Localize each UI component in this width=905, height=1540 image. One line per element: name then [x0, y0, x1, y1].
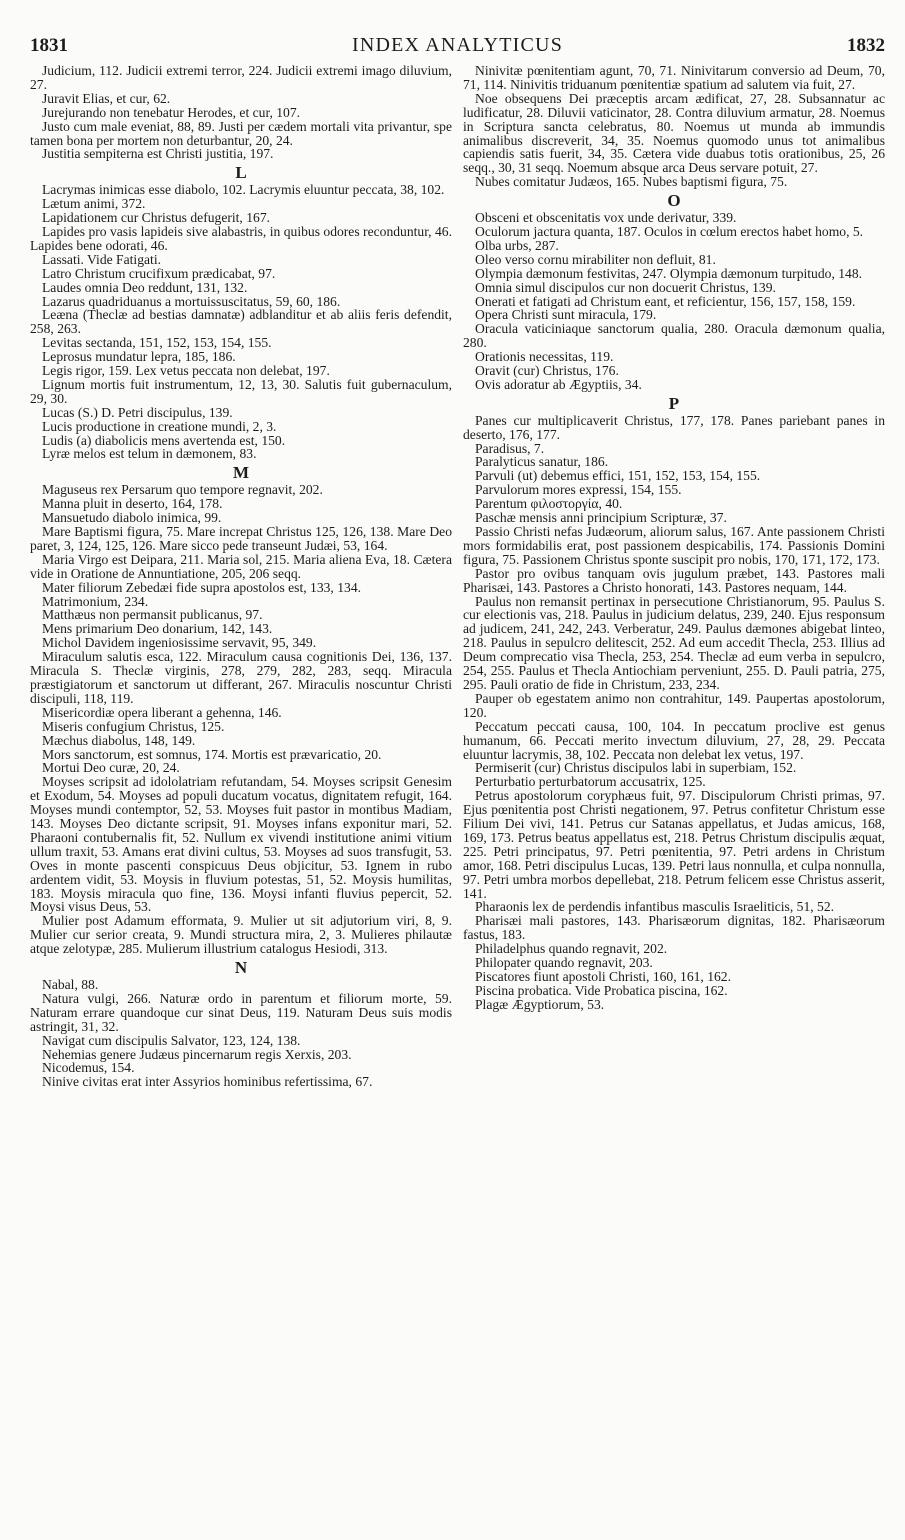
index-entry: Nicodemus, 154.	[42, 1060, 135, 1076]
index-entry: Mortui Deo curæ, 20, 24.	[42, 760, 180, 776]
index-entry: Oravit (cur) Christus, 176.	[475, 363, 619, 379]
index-entry: Nehemias genere Judæus pincernarum regis Xerxis, 203.	[42, 1046, 352, 1062]
index-entry: Oracula vaticiniaque sanctorum qualia, 280. Oracula dæmonum qualia, 280.	[463, 321, 885, 351]
index-entry: Paralyticus sanatur, 186.	[475, 454, 609, 470]
section-letter: M	[232, 463, 250, 483]
index-entry: Lapidationem cur Christus defugerit, 167.	[42, 210, 271, 226]
index-entry: Lucas (S.) D. Petri discipulus, 139.	[42, 404, 233, 420]
index-entry: Lazarus quadriduanus a mortuissuscitatus, 59, 60, 186.	[42, 293, 341, 309]
index-entry: Petrus apostolorum coryphæus fuit, 97. Discipulorum Christi primas, 97. Ejus pœnitentia post Christi negationem, 97. Petrus confitetur Christum esse Filium Dei vivi, 141. Petrus cur Satanas appellatus, et Judas amicus, 168, 169, 173. Petrus beatus appellatus est, 218. Petrus Christum discipulis æquat, 225. Petri principatus, 97. Petri pœnitentia, 97. Petri ardens in Christum amor, 168. Petri discipulus Lucas, 139. Petri laus nonnulla, et culpa nonnulla, 97. Petri umbra morbos depellebat, 218. Petrum felicem esse Christus asserit, 141.	[463, 788, 885, 901]
right-page-number: 1832	[846, 35, 885, 56]
index-entry: Peccatum peccati causa, 100, 104. In peccatum proclive est genus humanum, 66. Peccati merito invectum diluvium, 27, 28, 29. Peccata eluuntur lacrymis, 38, 102. Peccata non delebat lex vetus, 197.	[463, 718, 885, 762]
index-entry: Leæna (Theclæ ad bestias damnatæ) adblanditur et ab aliis feris defendit, 258, 263.	[30, 307, 452, 337]
page-header	[30, 34, 885, 56]
running-title: INDEX ANALYTICUS	[351, 34, 564, 56]
index-entry: Paschæ mensis anni principium Scripturæ, 37.	[475, 510, 727, 526]
index-entry: Mæchus diabolus, 148, 149.	[42, 732, 196, 748]
index-entry: Lapides pro vasis lapideis sive alabastris, in quibus odores reconduntur, 46. Lapides bene odorati, 46.	[30, 223, 452, 253]
index-entry: Michol Davidem ingeniosissime servavit, 95, 349.	[42, 635, 317, 651]
index-entry: Permiserit (cur) Christus discipulos labi in superbiam, 152.	[475, 760, 797, 776]
index-entry: Legis rigor, 159. Lex vetus peccata non delebat, 197.	[42, 363, 330, 379]
index-columns	[30, 64, 885, 1089]
index-entry: Ninive civitas erat inter Assyrios hominibus refertissima, 67.	[42, 1074, 373, 1090]
section-letter: P	[668, 393, 680, 413]
index-entry: Parvuli (ut) debemus effici, 151, 152, 153, 154, 155.	[475, 468, 761, 484]
right-column	[463, 64, 885, 1089]
index-entry: Obsceni et obscenitatis vox unde derivatur, 339.	[475, 210, 737, 226]
index-entry: Lucis productione in creatione mundi, 2, 3.	[42, 418, 277, 434]
index-entry: Manna pluit in deserto, 164, 178.	[42, 496, 223, 512]
index-entry: Olympia dæmonum festivitas, 247. Olympia dæmonum turpitudo, 148.	[475, 265, 863, 281]
index-entry: Olba urbs, 287.	[475, 237, 559, 253]
index-entry: Piscatores fiunt apostoli Christi, 160, 161, 162.	[475, 969, 732, 984]
index-entry: Lyræ melos est telum in dæmonem, 83.	[42, 446, 257, 462]
index-entry: Natura vulgi, 266. Naturæ ordo in parentum et filiorum morte, 59. Naturam errare quandoque cur sinat Deus, 119. Naturam Deus suis modis astringit, 31, 32.	[30, 990, 452, 1034]
index-entry: Mors sanctorum, est somnus, 174. Mortis est prævaricatio, 20.	[42, 746, 382, 762]
index-entry: Levitas sectanda, 151, 152, 153, 154, 155.	[42, 335, 272, 351]
index-entry: Navigat cum discipulis Salvator, 123, 124, 138.	[42, 1032, 301, 1048]
index-entry: Philopater quando regnavit, 203.	[475, 955, 653, 971]
index-entry: Matrimonium, 234.	[42, 593, 149, 609]
index-entry: Miraculum salutis esca, 122. Miraculum causa cognitionis Dei, 136, 137. Miracula S. Theclæ virginis, 278, 279, 282, 283, seqq. Miracula præstigiatorum et sanctorum ut differant, 267. Miraculis noscuntur Christi discipuli, 118, 119.	[30, 649, 452, 706]
index-entry: Passio Christi nefas Judæorum, aliorum salus, 167. Ante passionem Christi mors formidabilis erat, post passionem despicabilis, 174. Passionis Domini figura, 75. Passionem Christus sponte suscipit pro nobis, 170, 171, 172, 173.	[463, 524, 885, 567]
index-entry: Pastor pro ovibus tanquam ovis jugulum præbet, 143. Pastores mali Pharisæi, 143. Pastores a Christo honorati, 143. Pastores nequam, 144.	[463, 565, 885, 595]
index-entry: Paulus non remansit pertinax in persecutione Christianorum, 95. Paulus S. cur electionis vas, 218. Paulus in judicium delatus, 239, 240. Ejus responsum ad judicem, 241, 242, 243. Verberatur, 249. Paulus dæmones abigebat linteo, 218. Paulus in sepulcro delitescit, 252. Ad eum accedit Thecla, 253. Illius ad Deum comprecatio visa Thecla, 253, 254. Theclæ ad eum verba in sepulcro, 254, 255. Paulus et Thecla Antiochiam perveniunt, 255. D. Pauli patria, 275, 295. Pauli oratio de fide in Christum, 233, 234.	[463, 593, 885, 692]
index-entry: Jurejurando non tenebatur Herodes, et cur, 107.	[42, 104, 301, 120]
index-entry: Onerati et fatigati ad Christum eant, et reficientur, 156, 157, 158, 159.	[475, 293, 856, 309]
index-entry: Judicium, 112. Judicii extremi terror, 224. Judicii extremi imago diluvium, 27.	[30, 63, 452, 92]
index-entry: Ludis (a) diabolicis mens avertenda est, 150.	[42, 432, 286, 448]
index-entry: Plagæ Ægyptiorum, 53.	[475, 996, 605, 1012]
index-entry: Laudes omnia Deo reddunt, 131, 132.	[42, 279, 248, 295]
index-entry: Orationis necessitas, 119.	[475, 349, 614, 365]
index-entry: Lignum mortis fuit instrumentum, 12, 13, 30. Salutis fuit gubernaculum, 29, 30.	[30, 376, 452, 406]
index-entry: Moyses scripsit ad idololatriam refutandam, 54. Moyses scripsit Genesim et Exodum, 54. Moyses ad populi ducatum vocatus, dignitatem refugit, 164. Moyses mundi contemptor, 52, 53. Moyses fuit pastor in montibus Madiam, 143. Moyses Deo dictante scripsit, 91. Moyses infans exponitur mari, 52. Pharaoni contubernalis fit, 52. Nullum ex vivendi institutione animi vitium ullum traxit, 53. Amans erat divini cultus, 53. Moyses ad suos transfugit, 53. Oves in monte pascenti conspicuus Deus objicitur, 53. Ignem in rubo ardentem vidit, 53. Moysis in fluvium potestas, 51, 52. Moysis humilitas, 183. Moysis miracula quo fine, 136. Moysi infanti fluvius pepercit, 52. Moysi visus Deus, 53.	[30, 774, 452, 915]
index-entry: Maria Virgo est Deipara, 211. Maria sol, 215. Maria aliena Eva, 18. Cætera vide in Oratione de Annuntiatione, 205, 206 seqq.	[30, 551, 452, 581]
index-entry: Lætum animi, 372.	[42, 196, 146, 212]
index-entry: Panes cur multiplicaverit Christus, 177, 178. Panes pariebant panes in deserto, 176, 177.	[463, 412, 885, 442]
section-letter: N	[234, 958, 248, 978]
index-entry: Parentum φιλοστοργία, 40.	[475, 496, 623, 512]
index-entry: Ninivitæ pœnitentiam agunt, 70, 71. Ninivitarum conversio ad Deum, 70, 71, 114. Ninivitis triduanum pœnitentiæ spatium ad salutem via fuit, 27.	[463, 63, 885, 92]
index-entry: Parvulorum mores expressi, 154, 155.	[475, 482, 682, 498]
index-entry: Philadelphus quando regnavit, 202.	[475, 941, 668, 957]
left-column	[30, 64, 452, 1089]
index-entry: Miseris confugium Christus, 125.	[42, 718, 225, 734]
index-entry: Mansuetudo diabolo inimica, 99.	[42, 510, 222, 526]
index-entry: Pauper ob egestatem animo non contrahitur, 149. Paupertas apostolorum, 120.	[463, 690, 885, 720]
index-entry: Latro Christum crucifixum prædicabat, 97.	[42, 265, 276, 281]
index-entry: Lassati. Vide Fatigati.	[42, 251, 161, 267]
section-letter: O	[667, 191, 681, 211]
left-page-number: 1831	[30, 35, 68, 56]
index-entry: Justitia sempiterna est Christi justitia, 197.	[42, 146, 274, 162]
index-entry: Opera Christi sunt miracula, 179.	[475, 307, 657, 323]
index-entry: Perturbatio perturbatorum accusatrix, 125.	[475, 774, 706, 790]
index-entry: Pharisæi mali pastores, 143. Pharisæorum dignitas, 182. Pharisæorum fastus, 183.	[463, 913, 885, 943]
index-entry: Mulier post Adamum efformata, 9. Mulier ut sit adjutorium viri, 8, 9. Mulier cur serior creata, 9. Mundi structura mira, 2, 3. Mulieres philautæ atque zelotypæ, 285. Mulierum illustrium catalogus Hesiodi, 313.	[30, 913, 452, 957]
index-entry: Nubes comitatur Judæos, 165. Nubes baptismi figura, 75.	[475, 174, 788, 190]
index-entry: Paradisus, 7.	[475, 440, 545, 456]
index-entry: Noe obsequens Dei præceptis arcam ædificat, 27, 28. Subsannatur ac ludificatur, 28. Diluvii vaticinator, 28. Contra diluvium armatur, 28. Noemus in Scriptura sancta celebratus, 80. Noemus ut munda ab immundis animalibus discreverit, 34, 35. Noemus quomodo unus tot animalibus capiendis satis fuerit, 34, 35. Cætera vide duabus totis orationibus, 25, 26 seqq., 30, 31 seqq. Noemum absque arca Deus servare potuit, 27.	[463, 90, 885, 176]
index-entry: Pharaonis lex de perdendis infantibus masculis Israeliticis, 51, 52.	[475, 899, 835, 915]
index-entry: Nabal, 88.	[42, 977, 99, 992]
index-entry: Piscina probatica. Vide Probatica piscina, 162.	[475, 982, 728, 998]
section-letter: L	[235, 163, 247, 183]
index-entry: Juravit Elias, et cur, 62.	[42, 90, 171, 106]
index-entry: Matthæus non permansit publicanus, 97.	[42, 607, 263, 623]
index-entry: Oculorum jactura quanta, 187. Oculos in cœlum erectos habet homo, 5.	[475, 223, 864, 239]
index-entry: Lacrymas inimicas esse diabolo, 102. Lacrymis eluuntur peccata, 38, 102.	[42, 182, 445, 198]
index-entry: Mater filiorum Zebedæi fide supra apostolos est, 133, 134.	[42, 579, 362, 595]
index-entry: Maguseus rex Persarum quo tempore regnavit, 202.	[42, 482, 323, 498]
index-entry: Oleo verso cornu mirabiliter non defluit, 81.	[475, 251, 716, 267]
index-entry: Ovis adoratur ab Ægyptiis, 34.	[475, 376, 642, 392]
index-entry: Mens primarium Deo donarium, 142, 143.	[42, 621, 273, 637]
index-entry: Leprosus mundatur lepra, 185, 186.	[42, 349, 236, 365]
index-entry: Omnia simul discipulos cur non docuerit Christus, 139.	[475, 279, 776, 295]
index-entry: Mare Baptismi figura, 75. Mare increpat Christus 125, 126, 138. Mare Deo paret, 3, 124, 125, 126. Mare sicco pede transeunt Judæi, 53, 164.	[30, 524, 452, 553]
index-entry: Justo cum male eveniat, 88, 89. Justi per cædem mortali vita privantur, spe tamen bona per mortem non deturbantur, 20, 24.	[30, 118, 452, 148]
index-entry: Misericordiæ opera liberant a gehenna, 146.	[42, 704, 282, 720]
